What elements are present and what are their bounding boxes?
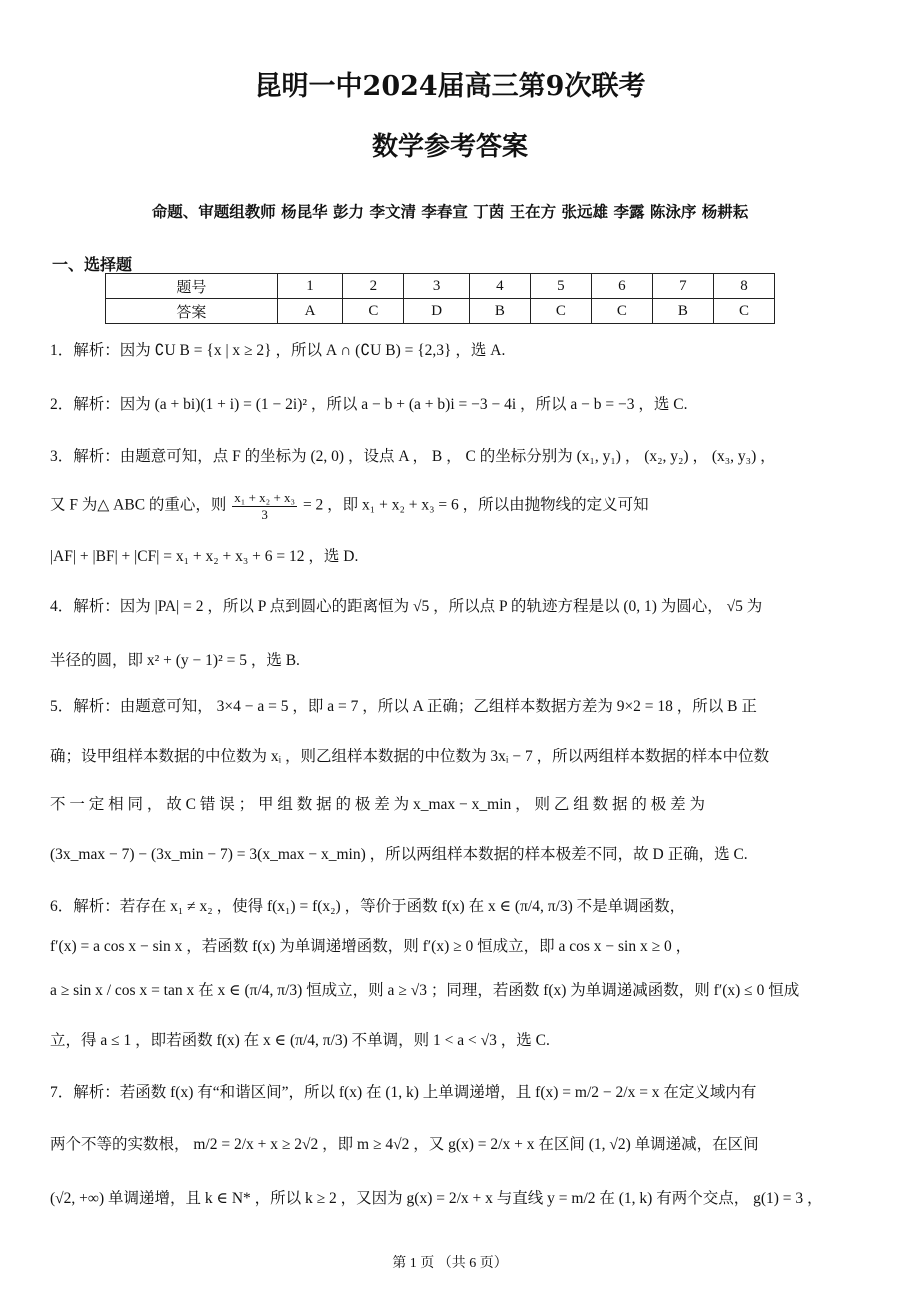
table-cell: C xyxy=(343,299,404,324)
table-header-cell: 题号 xyxy=(106,274,278,299)
table-cell: 7 xyxy=(652,274,713,299)
solution-line-q5c: 不 一 定 相 同 ， 故 C 错 误 ； 甲 组 数 据 的 极 差 为 x_max − x_min ， 则 乙 组 数 据 的 极 差 为 xyxy=(50,796,706,813)
section-heading: 一、选择题 xyxy=(52,255,133,274)
table-cell: B xyxy=(469,299,530,324)
page-subtitle: 数学参考答案 xyxy=(371,132,528,162)
answer-table xyxy=(105,273,775,324)
table-cell: C xyxy=(530,299,591,324)
table-cell: A xyxy=(277,299,343,324)
page-footer: 第 1 页 （共 6 页） xyxy=(392,1256,508,1271)
table-cell: 4 xyxy=(469,274,530,299)
table-row xyxy=(106,299,775,324)
authors-line: 命题、审题组教师 杨昆华 彭力 李文清 李春宣 丁茵 王在方 张远雄 李露 陈泳序 杨耕耘 xyxy=(151,203,749,221)
solution-line-q4b: 半径的圆，即 x² + (y − 1)² = 5 ，选 B. xyxy=(50,652,300,669)
fraction-denominator: 3 xyxy=(261,506,268,522)
solution-line-q6d: 立，得 a ≤ 1 ，即若函数 f(x) 在 x ∈ (π/4, π/3) 不单调，则 1 < a < √3 ，选 C. xyxy=(50,1032,550,1049)
table-cell: C xyxy=(591,299,652,324)
solution-line-q1: 1．解析：因为 ∁U B = {x | x ≥ 2} ，所以 A ∩ (∁U B) = {2,3} ，选 A. xyxy=(50,342,506,359)
table-header-cell: 答案 xyxy=(106,299,278,324)
table-cell: C xyxy=(713,299,774,324)
solution-line-q3b xyxy=(50,490,850,522)
centroid-fraction xyxy=(232,490,297,522)
q3b-prefix: 又 F 为△ ABC 的重心，则 xyxy=(50,496,227,514)
solution-line-q2: 2．解析：因为 (a + bi)(1 + i) = (1 − 2i)² ，所以 a − b + (a + b)i = −3 − 4i ，所以 a − b = −3 ，选 C. xyxy=(50,396,688,413)
solution-line-q6b: f′(x) = a cos x − sin x ，若函数 f(x) 为单调递增函数，则 f′(x) ≥ 0 恒成立，即 a cos x − sin x ≥ 0 ， xyxy=(50,938,692,955)
table-cell: 6 xyxy=(591,274,652,299)
page-title: 昆明一中2024届高三第9次联考 xyxy=(254,71,646,102)
solution-line-q6a: 6．解析：若存在 x₁ ≠ x₂ ，使得 f(x₁) = f(x₂) ，等价于函数 f(x) 在 x ∈ (π/4, π/3) 不是单调函数， xyxy=(50,898,686,915)
table-cell: D xyxy=(404,299,470,324)
table-cell: 2 xyxy=(343,274,404,299)
q3b-suffix: = 2 ，即 x₁ + x₂ + x₃ = 6 ，所以由抛物线的定义可知 xyxy=(302,496,649,514)
solution-line-q5b: 确；设甲组样本数据的中位数为 xᵢ ，则乙组样本数据的中位数为 3xᵢ − 7 ，所以两组样本数据的样本中位数 xyxy=(50,748,770,765)
table-cell: B xyxy=(652,299,713,324)
solution-line-q3a: 3．解析：由题意可知，点 F 的坐标为 (2, 0) ，设点 A ， B ， C 的坐标分别为 (x₁, y₁) ， (x₂, y₂) ， (x₃, y₃) ， xyxy=(50,448,776,465)
solution-line-q5d: (3x_max − 7) − (3x_min − 7) = 3(x_max − x_min) ，所以两组样本数据的样本极差不同，故 D 正确，选 C. xyxy=(50,846,748,863)
fraction-numerator: x₁ + x₂ + x₃ xyxy=(234,490,296,505)
table-cell: 8 xyxy=(713,274,774,299)
solution-line-q6c: a ≥ sin x / cos x = tan x 在 x ∈ (π/4, π/3) 恒成立，则 a ≥ √3 ；同理，若函数 f(x) 为单调递减函数，则 f′(x) ≤ 0 恒成 xyxy=(50,982,800,999)
solution-line-q3c: |AF| + |BF| + |CF| = x₁ + x₂ + x₃ + 6 = 12 ，选 D. xyxy=(50,548,359,565)
table-cell: 3 xyxy=(404,274,470,299)
table-cell: 1 xyxy=(277,274,343,299)
table-row xyxy=(106,274,775,299)
solution-line-q7a: 7．解析：若函数 f(x) 有“和谐区间”，所以 f(x) 在 (1, k) 上单调递增，且 f(x) = m/2 − 2/x = x 在定义域内有 xyxy=(50,1084,757,1101)
table-cell: 5 xyxy=(530,274,591,299)
solution-line-q4a: 4．解析：因为 |PA| = 2 ，所以 P 点到圆心的距离恒为 √5 ，所以点 P 的轨迹方程是以 (0, 1) 为圆心， √5 为 xyxy=(50,598,763,615)
solution-line-q5a: 5．解析：由题意可知， 3×4 − a = 5 ，即 a = 7 ，所以 A 正确；乙组样本数据方差为 9×2 = 18 ，所以 B 正 xyxy=(50,698,757,715)
solution-line-q7c: (√2, +∞) 单调递增，且 k ∈ N* ，所以 k ≥ 2 ，又因为 g(x) = 2/x + x 与直线 y = m/2 在 (1, k) 有两个交点， g(1) = 3 ， xyxy=(50,1190,823,1207)
solution-line-q7b: 两个不等的实数根， m/2 = 2/x + x ≥ 2√2 ，即 m ≥ 4√2 ，又 g(x) = 2/x + x 在区间 (1, √2) 单调递减，在区间 xyxy=(50,1136,759,1153)
